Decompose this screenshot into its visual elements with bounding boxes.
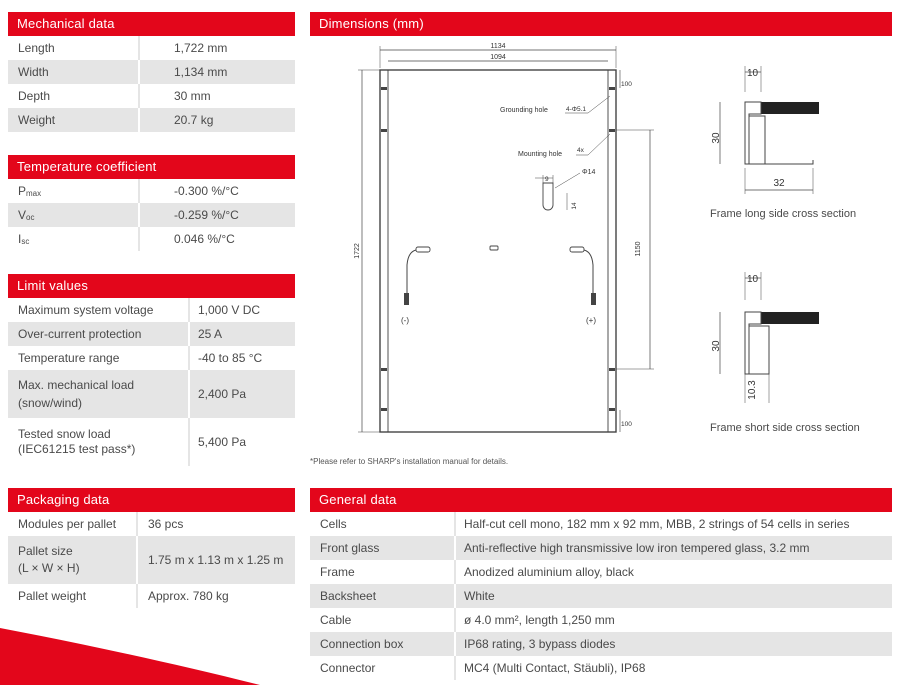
mounting-hole-label: Mounting hole: [518, 151, 562, 158]
module-inner-frame: [388, 70, 608, 432]
long-section-height-dim: 30: [711, 132, 722, 144]
short-side-cross-section: [705, 268, 825, 408]
row-label-sub: oc: [26, 213, 35, 222]
row-label: Depth: [18, 89, 51, 103]
module-frame: [380, 70, 616, 432]
temperature-coefficient-table: [8, 179, 295, 251]
row-label: Modules per pallet: [18, 517, 117, 531]
long-section-width-dim: 32: [773, 178, 785, 189]
table-row: [310, 512, 892, 536]
hole-detail: [535, 169, 595, 210]
row-value: 30 mm: [174, 89, 211, 103]
short-section-height-dim: 30: [711, 340, 722, 352]
row-label: Temperature range: [18, 351, 120, 365]
table-row: [310, 632, 892, 656]
row-label: Front glass: [320, 541, 380, 555]
row-label: Tested snow load: [18, 427, 111, 441]
row-value: 1,722 mm: [174, 41, 228, 55]
row-value: ø 4.0 mm², length 1,250 mm: [464, 613, 615, 627]
general-data-header: General data: [310, 488, 892, 512]
short-section-top-dim: 10: [747, 274, 759, 285]
row-value: 5,400 Pa: [198, 435, 247, 449]
row-label: Maximum system voltage: [18, 303, 154, 317]
table-row: [8, 227, 295, 251]
general-data-table: [310, 512, 892, 680]
row-label: Weight: [18, 113, 56, 127]
dim-bottom-offset: 100: [621, 421, 632, 428]
mounting-hole-spec: 4x: [577, 147, 584, 154]
table-row: [310, 536, 892, 560]
hole-diameter-label: Φ14: [582, 169, 596, 176]
row-value: 36 pcs: [148, 517, 184, 531]
table-row: [310, 560, 892, 584]
limit-values-table: [8, 298, 295, 466]
table-row: [8, 322, 295, 346]
table-row: [8, 60, 295, 84]
row-label: P: [18, 184, 27, 198]
row-label: Width: [18, 65, 49, 79]
row-label: Over-current protection: [18, 327, 142, 341]
row-label: Cable: [320, 613, 352, 627]
installation-note: *Please refer to SHARP's installation manual for details.: [310, 457, 509, 466]
row-value: Anti-reflective high transmissive low iron tempered glass, 3.2 mm: [464, 541, 810, 555]
row-label: Connection box: [320, 637, 404, 651]
row-label: V: [18, 208, 27, 222]
table-row: [310, 584, 892, 608]
row-label: Frame: [320, 565, 355, 579]
temperature-coefficient-header: Temperature coefficient: [8, 155, 295, 179]
row-label: Pallet size: [18, 544, 73, 558]
row-value: MC4 (Multi Contact, Stäubli), IP68: [464, 661, 646, 675]
row-label: Max. mechanical load: [18, 378, 135, 392]
table-row: [310, 608, 892, 632]
row-value: 1,134 mm: [174, 65, 228, 79]
table-row: [8, 108, 295, 132]
grounding-hole-label: Grounding hole: [500, 107, 548, 114]
row-label-extra: (L × W × H): [18, 561, 80, 575]
table-row: [8, 298, 295, 322]
row-value: 25 A: [198, 327, 223, 341]
row-label: I: [18, 232, 22, 246]
table-row: [8, 346, 295, 370]
packaging-data-header: Packaging data: [8, 488, 295, 512]
table-row: [8, 418, 295, 466]
plus-terminal-label: (+): [586, 316, 596, 325]
row-label-extra: (IEC61215 test pass*): [18, 442, 136, 456]
row-label: Backsheet: [320, 589, 377, 603]
row-label: Cells: [320, 517, 347, 531]
table-row: [310, 656, 892, 680]
cable-minus: [401, 247, 430, 325]
table-row: [8, 179, 295, 203]
minus-terminal-label: (-): [401, 316, 409, 325]
cable-plus: [570, 247, 596, 325]
dim-width-inner: 1094: [490, 54, 506, 61]
limit-values-header: Limit values: [8, 274, 295, 298]
decorative-swoosh: [0, 600, 300, 685]
long-section-caption: Frame long side cross section: [710, 208, 857, 220]
long-section-top-dim: 10: [747, 68, 759, 79]
hole-width-label: 9: [545, 176, 549, 183]
row-value: 20.7 kg: [174, 113, 214, 127]
row-value: 0.046 %/°C: [174, 232, 235, 246]
table-row: [8, 536, 295, 584]
packaging-data-table: [8, 512, 295, 608]
table-row: [8, 512, 295, 536]
dim-width-outer: 1134: [490, 43, 506, 50]
dim-top-offset: 100: [621, 81, 632, 88]
row-label: Length: [18, 41, 55, 55]
row-value: -0.259 %/°C: [174, 208, 239, 222]
short-section-caption: Frame short side cross section: [710, 422, 860, 434]
table-row: [8, 203, 295, 227]
dim-height-mount: 1150: [635, 241, 642, 257]
row-value: -40 to 85 °C: [198, 351, 263, 365]
long-side-cross-section: [705, 62, 825, 197]
row-value: 1,000 V DC: [198, 303, 261, 317]
module-dimension-drawing: [340, 38, 660, 438]
row-value: Anodized aluminium alloy, black: [464, 565, 634, 579]
row-label-extra: (snow/wind): [18, 396, 83, 410]
row-value: IP68 rating, 3 bypass diodes: [464, 637, 616, 651]
row-value: 1.75 m x 1.13 m x 1.25 m: [148, 553, 284, 567]
table-row: [8, 370, 295, 418]
hole-height-label: 14: [571, 202, 578, 210]
mechanical-data-table: [8, 36, 295, 132]
table-row: [8, 36, 295, 60]
row-label: Pallet weight: [18, 589, 87, 603]
row-value: Approx. 780 kg: [148, 589, 229, 603]
row-value: White: [464, 589, 495, 603]
dim-height-total: 1722: [354, 243, 361, 259]
row-value: -0.300 %/°C: [174, 184, 239, 198]
short-section-bottom-dim: 10.3: [747, 380, 758, 400]
dimensions-header: Dimensions (mm): [310, 12, 892, 36]
row-label-sub: max: [26, 189, 42, 198]
row-value: Half-cut cell mono, 182 mm x 92 mm, MBB, 2 strings of 54 cells in series: [464, 517, 850, 531]
row-label-sub: sc: [21, 237, 30, 246]
row-value: 2,400 Pa: [198, 387, 247, 401]
table-row: [8, 84, 295, 108]
grounding-hole-spec: 4-Φ5.1: [566, 106, 587, 113]
row-label: Connector: [320, 661, 376, 675]
mechanical-data-header: Mechanical data: [8, 12, 295, 36]
